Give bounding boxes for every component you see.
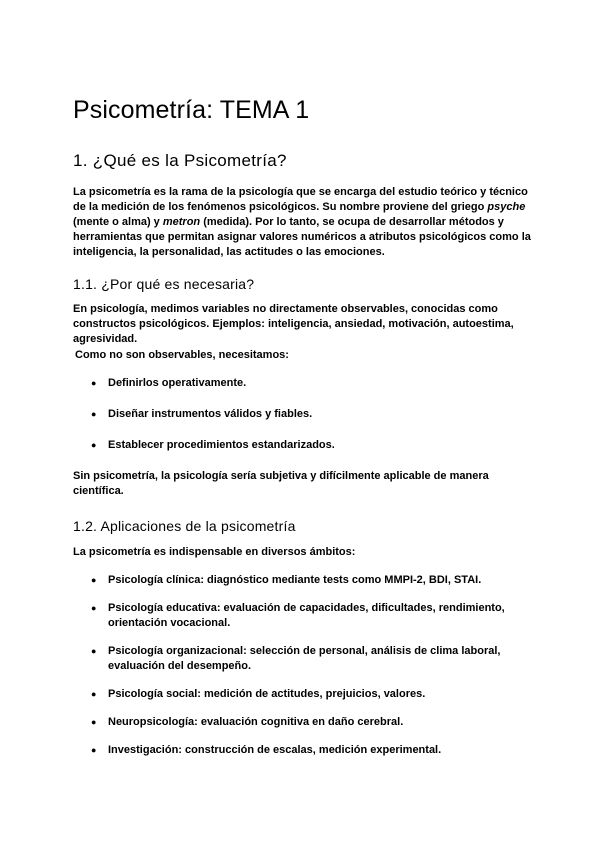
section-1-1-paragraph-2: Como no son observables, necesitamos: — [75, 349, 289, 361]
bullet-icon: ● — [91, 575, 97, 585]
list-item-text: Establecer procedimientos estandarizados. — [108, 439, 335, 451]
section-1-1-list — [73, 376, 535, 453]
document-content — [73, 92, 535, 771]
section-1-1-paragraph-3: Sin psicometría, la psicología sería subjetiva y difícilmente aplicable de manera científica. — [73, 470, 489, 497]
section-1-2-list — [73, 573, 535, 758]
list-item-text: Definirlos operativamente. — [108, 377, 247, 389]
section-1-intro — [73, 185, 535, 260]
section-1-1-heading: 1.1. ¿Por qué es necesaria? — [73, 276, 255, 292]
list-item-text: Investigación: construcción de escalas, medición experimental. — [108, 744, 442, 756]
bullet-icon: ● — [91, 646, 97, 656]
section-1-2-intro: La psicometría es indispensable en diversos ámbitos: — [73, 546, 356, 558]
list-item-text: Psicología clínica: diagnóstico mediante tests como MMPI-2, BDI, STAI. — [108, 574, 482, 586]
document-title: Psicometría: TEMA 1 — [73, 96, 310, 124]
bullet-icon: ● — [91, 440, 97, 450]
list-item-text: Neuropsicología: evaluación cognitiva en daño cerebral. — [108, 716, 404, 728]
list-item — [73, 573, 535, 588]
list-item — [73, 601, 535, 631]
list-item — [73, 376, 535, 391]
bullet-icon: ● — [91, 603, 97, 613]
section-1-heading: 1. ¿Qué es la Psicometría? — [73, 151, 287, 170]
intro-text-c: (medida). Por lo tanto, se ocupa de desarrollar métodos y herramientas que permitan asignar valores numéricos a atributos psicológicos como la inteligencia, la personalidad, las actitudes o las emociones. — [73, 216, 531, 258]
bullet-icon: ● — [91, 409, 97, 419]
list-item — [73, 407, 535, 422]
bullet-icon: ● — [91, 378, 97, 388]
list-item — [73, 715, 535, 730]
bullet-icon: ● — [91, 745, 97, 755]
section-1-1-paragraph-1: En psicología, medimos variables no directamente observables, conocidas como constructos psicológicos. Ejemplos: inteligencia, ansiedad, motivación, autoestima, agresividad. — [73, 303, 514, 345]
list-item — [73, 687, 535, 702]
list-item-text: Psicología social: medición de actitudes, prejuicios, valores. — [108, 688, 426, 700]
list-item — [73, 743, 535, 758]
list-item-text: Diseñar instrumentos válidos y fiables. — [108, 408, 313, 420]
section-1-2-heading: 1.2. Aplicaciones de la psicometría — [73, 518, 296, 534]
list-item — [73, 644, 535, 674]
list-item — [73, 438, 535, 453]
list-item-text: Psicología educativa: evaluación de capacidades, dificultades, rendimiento, orientación vocacional. — [108, 602, 505, 629]
intro-psyche: psyche — [487, 201, 526, 213]
intro-text-b: (mente o alma) y — [73, 216, 163, 228]
bullet-icon: ● — [91, 689, 97, 699]
intro-metron: metron — [162, 216, 201, 228]
bullet-icon: ● — [91, 717, 97, 727]
intro-text-a: La psicometría es la rama de la psicología que se encarga del estudio teórico y técnico de la medición de los fenómenos psicológicos. Su nombre proviene del griego — [73, 186, 528, 213]
list-item-text: Psicología organizacional: selección de personal, análisis de clima laboral, evaluación del desempeño. — [108, 645, 501, 672]
